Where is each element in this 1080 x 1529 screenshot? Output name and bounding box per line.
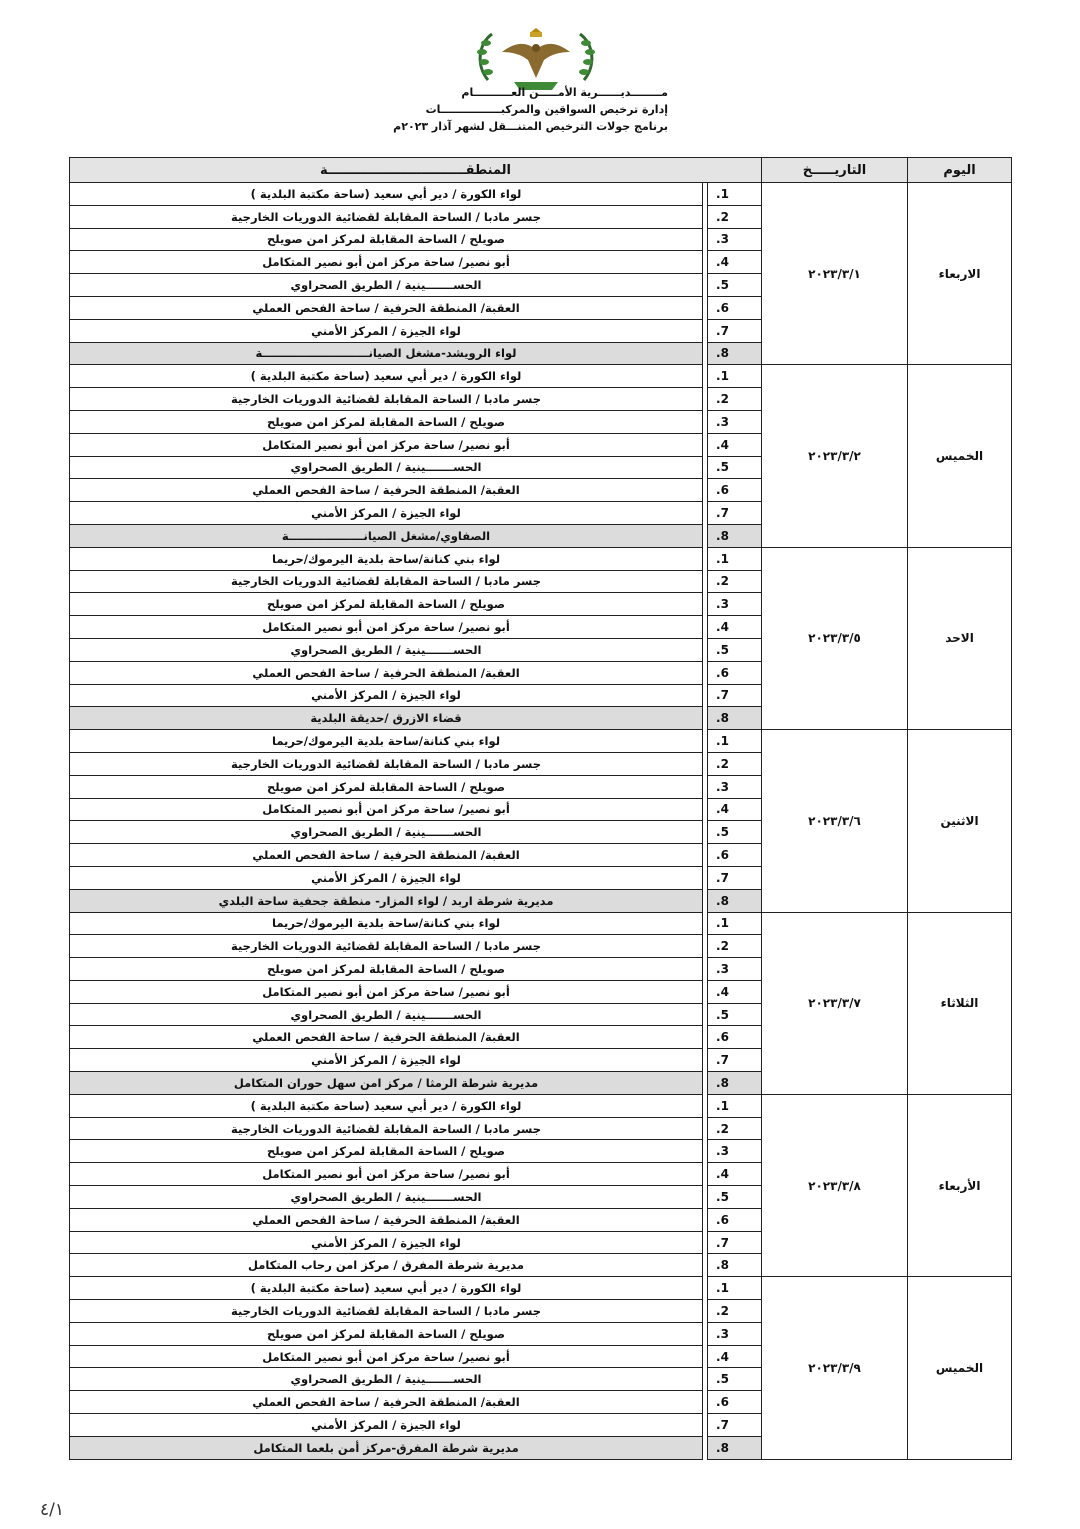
area-cell: العقبة/ المنطقة الحرفية / ساحة الفحص العملي	[70, 296, 703, 319]
column-divider	[703, 1414, 708, 1437]
area-cell: صويلح / الساحة المقابلة لمركز امن صويلح	[70, 410, 703, 433]
column-divider	[703, 798, 708, 821]
area-cell: مديرية شرطة اربد / لواء المزار- منطقة جحفية ساحة البلدي	[70, 889, 703, 912]
area-cell: جسر مادبا / الساحة المقابلة لقضائية الدوريات الخارجية	[70, 1300, 703, 1323]
column-divider	[703, 547, 708, 570]
area-cell: مديرية شرطة المفرق / مركز امن رحاب المتكامل	[70, 1254, 703, 1277]
area-cell: مديرية شرطة المفرق-مركز أمن بلعما المتكامل	[70, 1436, 703, 1459]
row-number: .1	[708, 730, 762, 753]
row-number: .3	[708, 593, 762, 616]
area-cell: جسر مادبا / الساحة المقابلة لقضائية الدوريات الخارجية	[70, 1117, 703, 1140]
row-number: .8	[708, 707, 762, 730]
row-number: .7	[708, 319, 762, 342]
area-cell: جسر مادبا / الساحة المقابلة لقضائية الدوريات الخارجية	[70, 205, 703, 228]
day-cell: الاحد	[908, 547, 1012, 729]
area-cell: أبو نصير/ ساحة مركز امن أبو نصير المتكامل	[70, 1345, 703, 1368]
column-divider	[703, 570, 708, 593]
column-divider	[703, 1049, 708, 1072]
day-cell: الخميس	[908, 1277, 1012, 1459]
column-divider	[703, 1140, 708, 1163]
row-number: .5	[708, 1003, 762, 1026]
row-number: .1	[708, 1094, 762, 1117]
column-divider	[703, 388, 708, 411]
area-cell: لواء الجيزة / المركز الأمني	[70, 1414, 703, 1437]
area-cell: الحســـــــينية / الطريق الصحراوي	[70, 456, 703, 479]
area-cell: أبو نصير/ ساحة مركز امن أبو نصير المتكامل	[70, 980, 703, 1003]
area-cell: قضاء الازرق /حديقة البلدية	[70, 707, 703, 730]
area-cell: لواء بني كنانة/ساحة بلدية اليرموك/حريما	[70, 912, 703, 935]
row-number: .2	[708, 205, 762, 228]
column-divider	[703, 1208, 708, 1231]
area-cell: صويلح / الساحة المقابلة لمركز امن صويلح	[70, 1140, 703, 1163]
area-cell: لواء الجيزة / المركز الأمني	[70, 1231, 703, 1254]
day-cell: الخميس	[908, 365, 1012, 547]
table-row	[70, 730, 1012, 753]
row-number: .3	[708, 958, 762, 981]
row-number: .1	[708, 183, 762, 206]
area-cell: أبو نصير/ ساحة مركز امن أبو نصير المتكامل	[70, 616, 703, 639]
row-number: .3	[708, 228, 762, 251]
area-cell: جسر مادبا / الساحة المقابلة لقضائية الدوريات الخارجية	[70, 752, 703, 775]
area-cell: العقبة/ المنطقة الحرفية / ساحة الفحص العملي	[70, 844, 703, 867]
column-divider	[703, 730, 708, 753]
page-number: ٤/١	[40, 1500, 64, 1520]
column-divider	[703, 319, 708, 342]
area-cell: جسر مادبا / الساحة المقابلة لقضائية الدوريات الخارجية	[70, 388, 703, 411]
licensing-schedule-table	[69, 157, 1012, 1460]
column-divider	[703, 274, 708, 297]
column-divider	[703, 684, 708, 707]
area-cell: جسر مادبا / الساحة المقابلة لقضائية الدوريات الخارجية	[70, 935, 703, 958]
area-cell: الصفاوي/مشغل الصيانـــــــــــــــــــة	[70, 524, 703, 547]
area-cell: العقبة/ المنطقة الحرفية / ساحة الفحص العملي	[70, 1391, 703, 1414]
row-number: .2	[708, 1300, 762, 1323]
column-divider	[703, 616, 708, 639]
row-number: .6	[708, 1208, 762, 1231]
area-cell: لواء الكورة / دير أبي سعيد (ساحة مكتبة البلدية )	[70, 1094, 703, 1117]
row-number: .8	[708, 1254, 762, 1277]
column-divider	[703, 593, 708, 616]
column-divider	[703, 1094, 708, 1117]
directorate-title: مــــــــديــــــرية الأمـــــن العــــــــــام	[461, 86, 668, 99]
area-cell: صويلح / الساحة المقابلة لمركز امن صويلح	[70, 1322, 703, 1345]
column-divider	[703, 365, 708, 388]
row-number: .3	[708, 1322, 762, 1345]
area-cell: لواء الكورة / دير أبي سعيد (ساحة مكتبة البلدية )	[70, 183, 703, 206]
column-divider	[703, 1072, 708, 1095]
area-cell: لواء الجيزة / المركز الأمني	[70, 684, 703, 707]
row-number: .6	[708, 479, 762, 502]
area-cell: الحســـــــينية / الطريق الصحراوي	[70, 821, 703, 844]
area-cell: مديرية شرطة الرمثا / مركز امن سهل حوران المتكامل	[70, 1072, 703, 1095]
area-cell: العقبة/ المنطقة الحرفية / ساحة الفحص العملي	[70, 479, 703, 502]
table-header-row	[70, 158, 1012, 183]
row-number: .2	[708, 570, 762, 593]
column-divider	[703, 502, 708, 525]
row-number: .2	[708, 388, 762, 411]
column-divider	[703, 980, 708, 1003]
column-divider	[703, 1231, 708, 1254]
area-cell: الحســـــــينية / الطريق الصحراوي	[70, 274, 703, 297]
area-cell: صويلح / الساحة المقابلة لمركز امن صويلح	[70, 228, 703, 251]
row-number: .2	[708, 752, 762, 775]
date-cell: ٢٠٢٣/٣/٥	[762, 547, 908, 729]
area-cell: الحســـــــينية / الطريق الصحراوي	[70, 1003, 703, 1026]
column-divider	[703, 183, 708, 206]
column-divider	[703, 1368, 708, 1391]
row-number: .5	[708, 638, 762, 661]
col-day: اليوم	[908, 158, 1012, 183]
row-number: .7	[708, 502, 762, 525]
area-cell: لواء الرويشد-مشغل الصيانـــــــــــــــــــــــــــة	[70, 342, 703, 365]
column-divider	[703, 844, 708, 867]
area-cell: لواء الجيزة / المركز الأمني	[70, 866, 703, 889]
column-divider	[703, 1322, 708, 1345]
row-number: .8	[708, 889, 762, 912]
row-number: .1	[708, 365, 762, 388]
row-number: .4	[708, 1163, 762, 1186]
date-cell: ٢٠٢٣/٣/٢	[762, 365, 908, 547]
row-number: .3	[708, 775, 762, 798]
column-divider	[703, 205, 708, 228]
row-number: .4	[708, 1345, 762, 1368]
row-number: .7	[708, 866, 762, 889]
column-divider	[703, 1391, 708, 1414]
column-divider	[703, 479, 708, 502]
area-cell: الحســـــــينية / الطريق الصحراوي	[70, 638, 703, 661]
table-row	[70, 1094, 1012, 1117]
date-cell: ٢٠٢٣/٣/١	[762, 183, 908, 365]
row-number: .3	[708, 1140, 762, 1163]
area-cell: أبو نصير/ ساحة مركز امن أبو نصير المتكامل	[70, 1163, 703, 1186]
area-cell: الحســـــــينية / الطريق الصحراوي	[70, 1186, 703, 1209]
day-cell: الثلاثاء	[908, 912, 1012, 1094]
row-number: .8	[708, 342, 762, 365]
department-title: إدارة ترخيص السواقين والمركبــــــــــــــــات	[425, 103, 668, 116]
column-divider	[703, 775, 708, 798]
column-divider	[703, 456, 708, 479]
day-cell: الاربعاء	[908, 183, 1012, 365]
row-number: .4	[708, 616, 762, 639]
column-divider	[703, 935, 708, 958]
day-cell: الاثنين	[908, 730, 1012, 912]
area-cell: لواء الكورة / دير أبي سعيد (ساحة مكتبة البلدية )	[70, 1277, 703, 1300]
row-number: .7	[708, 684, 762, 707]
row-number: .4	[708, 433, 762, 456]
column-divider	[703, 912, 708, 935]
area-cell: أبو نصير/ ساحة مركز امن أبو نصير المتكامل	[70, 433, 703, 456]
date-cell: ٢٠٢٣/٣/٧	[762, 912, 908, 1094]
row-number: .4	[708, 251, 762, 274]
row-number: .5	[708, 821, 762, 844]
table-row	[70, 1277, 1012, 1300]
table-row	[70, 183, 1012, 206]
column-divider	[703, 1300, 708, 1323]
area-cell: أبو نصير/ ساحة مركز امن أبو نصير المتكامل	[70, 251, 703, 274]
date-cell: ٢٠٢٣/٣/٩	[762, 1277, 908, 1459]
area-cell: صويلح / الساحة المقابلة لمركز امن صويلح	[70, 593, 703, 616]
row-number: .4	[708, 798, 762, 821]
column-divider	[703, 866, 708, 889]
column-divider	[703, 1003, 708, 1026]
row-number: .2	[708, 1117, 762, 1140]
row-number: .1	[708, 547, 762, 570]
area-cell: العقبة/ المنطقة الحرفية / ساحة الفحص العملي	[70, 1208, 703, 1231]
column-divider	[703, 1186, 708, 1209]
row-number: .8	[708, 1072, 762, 1095]
row-number: .7	[708, 1231, 762, 1254]
column-divider	[703, 958, 708, 981]
area-cell: لواء بني كنانة/ساحة بلدية اليرموك/حريما	[70, 547, 703, 570]
program-title: برنامج جولات الترخيص المتنـــقل لشهر آذار ٢٠٢٣م	[393, 120, 668, 133]
area-cell: صويلح / الساحة المقابلة لمركز امن صويلح	[70, 958, 703, 981]
area-cell: لواء بني كنانة/ساحة بلدية اليرموك/حريما	[70, 730, 703, 753]
row-number: .5	[708, 456, 762, 479]
row-number: .5	[708, 274, 762, 297]
row-number: .6	[708, 1026, 762, 1049]
table-row	[70, 912, 1012, 935]
area-cell: لواء الجيزة / المركز الأمني	[70, 319, 703, 342]
column-divider	[703, 296, 708, 319]
column-divider	[703, 524, 708, 547]
column-divider	[703, 228, 708, 251]
day-cell: الأربعاء	[908, 1094, 1012, 1276]
row-number: .8	[708, 1436, 762, 1459]
date-cell: ٢٠٢٣/٣/٨	[762, 1094, 908, 1276]
document-header	[368, 84, 668, 135]
area-cell: صويلح / الساحة المقابلة لمركز امن صويلح	[70, 775, 703, 798]
area-cell: لواء الجيزة / المركز الأمني	[70, 502, 703, 525]
row-number: .5	[708, 1368, 762, 1391]
area-cell: الحســـــــينية / الطريق الصحراوي	[70, 1368, 703, 1391]
row-number: .3	[708, 410, 762, 433]
col-area: المنطقـــــــــــــــــــــــــــــــة	[70, 158, 762, 183]
row-number: .6	[708, 661, 762, 684]
date-cell: ٢٠٢٣/٣/٦	[762, 730, 908, 912]
column-divider	[703, 707, 708, 730]
area-cell: جسر مادبا / الساحة المقابلة لقضائية الدوريات الخارجية	[70, 570, 703, 593]
area-cell: العقبة/ المنطقة الحرفية / ساحة الفحص العملي	[70, 661, 703, 684]
column-divider	[703, 661, 708, 684]
column-divider	[703, 1254, 708, 1277]
column-divider	[703, 410, 708, 433]
row-number: .8	[708, 524, 762, 547]
column-divider	[703, 752, 708, 775]
column-divider	[703, 1026, 708, 1049]
column-divider	[703, 1163, 708, 1186]
row-number: .6	[708, 844, 762, 867]
column-divider	[703, 638, 708, 661]
table-row	[70, 365, 1012, 388]
column-divider	[703, 821, 708, 844]
area-cell: لواء الجيزة / المركز الأمني	[70, 1049, 703, 1072]
column-divider	[703, 1345, 708, 1368]
row-number: .7	[708, 1414, 762, 1437]
column-divider	[703, 889, 708, 912]
column-divider	[703, 433, 708, 456]
column-divider	[703, 1436, 708, 1459]
area-cell: أبو نصير/ ساحة مركز امن أبو نصير المتكامل	[70, 798, 703, 821]
col-date: التاريـــــخ	[762, 158, 908, 183]
row-number: .5	[708, 1186, 762, 1209]
row-number: .4	[708, 980, 762, 1003]
area-cell: لواء الكورة / دير أبي سعيد (ساحة مكتبة البلدية )	[70, 365, 703, 388]
row-number: .2	[708, 935, 762, 958]
column-divider	[703, 1277, 708, 1300]
row-number: .7	[708, 1049, 762, 1072]
row-number: .1	[708, 912, 762, 935]
column-divider	[703, 342, 708, 365]
column-divider	[703, 1117, 708, 1140]
row-number: .6	[708, 296, 762, 319]
area-cell: العقبة/ المنطقة الحرفية / ساحة الفحص العملي	[70, 1026, 703, 1049]
row-number: .1	[708, 1277, 762, 1300]
column-divider	[703, 251, 708, 274]
table-row	[70, 547, 1012, 570]
row-number: .6	[708, 1391, 762, 1414]
